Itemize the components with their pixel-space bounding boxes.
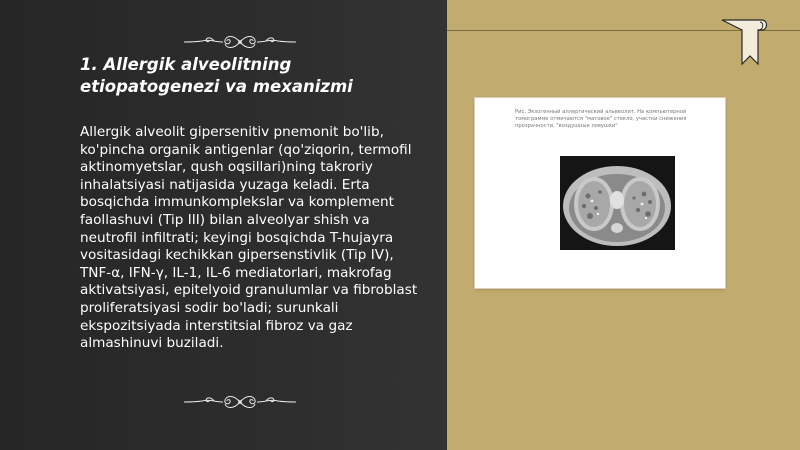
slide-title: 1. Allergik alveolitning etiopatogenezi va mexanizmi [80, 55, 353, 96]
figure-caption: Рис. Экзогенный аллергический альвеолит. На компьютерной томограмме отмечаются "матовое" стекло, участки снижения прозрачности, "воздушные ловушки" [515, 109, 687, 129]
slide-body-text: Allergik alveolit gipersenitiv pnemonit bo'lib, ko'pincha organik antigenlar (qo'ziqorin, termofil aktinomyetslar, qush oqsillari)ning takroriy inhalatsiyasi natijasida yuzaga keladi. Erta bosqichda immunkomplekslar va komplement faollashuvi (Tip III) bilan alveolyar shish va neutrofil infiltrati; keyingi bosqichda T-hujayra vositasidagi kechikkan gipersenstivlik (Tip IV), TNF-α, IFN-γ, IL-1, IL-6 mediatorlari, makrofag aktivatsiyasi, epitelyoid granulumlar va fibroblast proliferatsiyasi sodir bo'ladi; surunkali ekspozitsiyada interstitsial fibroz va gaz almashinuvi buziladi. [80, 124, 418, 352]
flourish-ornament-bottom [180, 392, 300, 412]
bookmark-ribbon-icon [718, 18, 773, 68]
flourish-ornament-top [180, 32, 300, 52]
figure-card [475, 98, 725, 288]
ct-scan-image [560, 156, 675, 250]
